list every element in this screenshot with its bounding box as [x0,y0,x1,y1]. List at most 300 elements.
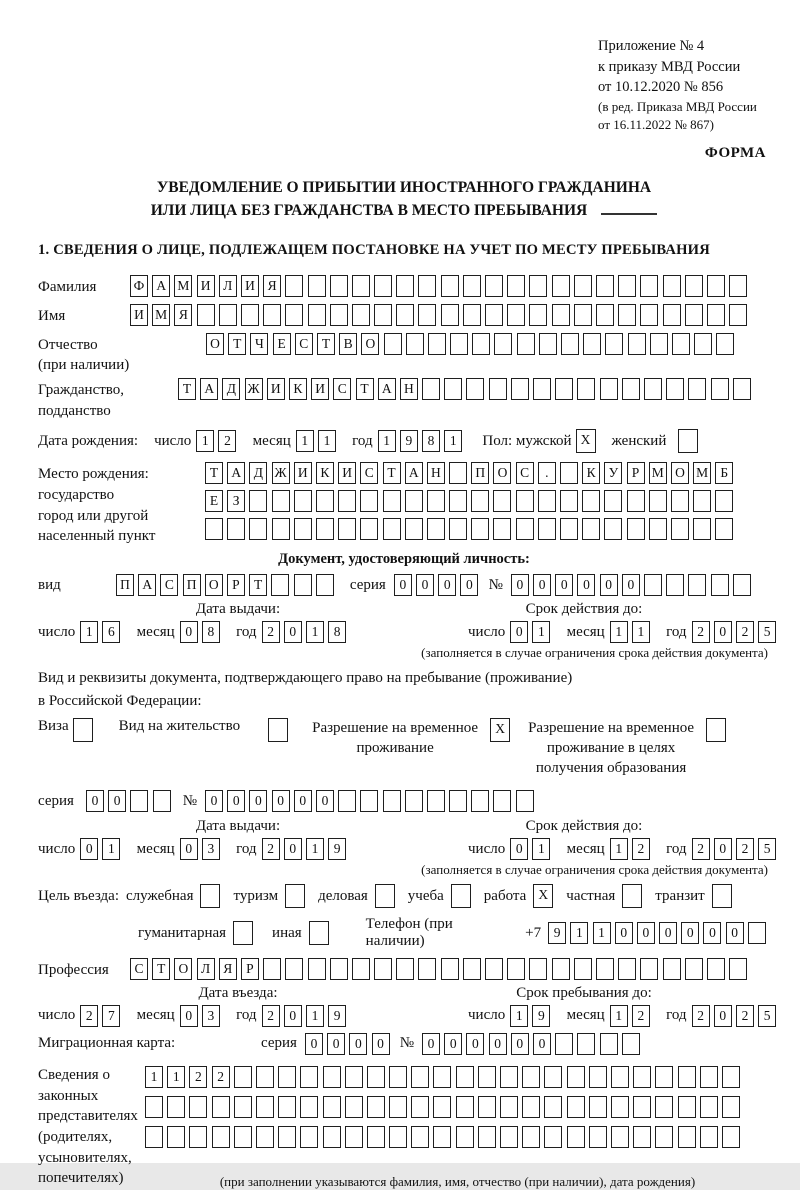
char-cell[interactable] [360,490,378,512]
checkbox-cell[interactable] [285,884,305,908]
char-cell[interactable] [285,304,303,326]
char-cell[interactable] [330,275,348,297]
char-cell[interactable] [145,1096,163,1118]
char-cell[interactable]: 1 [610,621,628,643]
char-cell[interactable] [294,490,312,512]
char-cell[interactable] [574,275,592,297]
checkbox-cell[interactable] [451,884,471,908]
char-cell[interactable]: Т [152,958,170,980]
char-cell[interactable] [330,958,348,980]
char-cell[interactable]: 0 [327,1033,345,1055]
char-cell[interactable] [427,490,445,512]
char-cell[interactable]: 1 [306,1005,324,1027]
char-cell[interactable]: З [227,490,245,512]
char-cell[interactable] [456,1096,474,1118]
char-cell[interactable]: 0 [294,790,312,812]
char-cell[interactable] [722,1066,740,1088]
char-cell[interactable]: 3 [202,1005,220,1027]
char-cell[interactable] [589,1096,607,1118]
char-cell[interactable]: 9 [328,1005,346,1027]
char-cell[interactable]: А [405,462,423,484]
char-cell[interactable]: М [174,275,192,297]
char-cell[interactable]: 5 [758,621,776,643]
char-cell[interactable] [256,1126,274,1148]
char-cell[interactable]: М [649,462,667,484]
char-cell[interactable]: Р [227,574,245,596]
char-cell[interactable] [574,304,592,326]
char-cell[interactable] [640,275,658,297]
char-cell[interactable] [441,304,459,326]
char-cell[interactable] [316,574,334,596]
char-cell[interactable]: П [183,574,201,596]
char-cell[interactable] [323,1066,341,1088]
char-cell[interactable]: 1 [306,838,324,860]
char-cell[interactable]: 1 [632,621,650,643]
char-cell[interactable]: Н [400,378,418,400]
char-cell[interactable] [441,958,459,980]
char-cell[interactable]: М [693,462,711,484]
char-cell[interactable] [384,333,402,355]
char-cell[interactable] [418,275,436,297]
char-cell[interactable] [685,304,703,326]
char-cell[interactable] [655,1066,673,1088]
checkbox-cell[interactable]: X [533,884,553,908]
char-cell[interactable] [316,518,334,540]
char-cell[interactable] [411,1096,429,1118]
char-cell[interactable] [374,304,392,326]
char-cell[interactable] [544,1126,562,1148]
char-cell[interactable]: О [174,958,192,980]
char-cell[interactable]: Я [263,275,281,297]
char-cell[interactable]: У [604,462,622,484]
char-cell[interactable] [285,275,303,297]
char-cell[interactable] [688,574,706,596]
char-cell[interactable] [678,1126,696,1148]
char-cell[interactable]: 0 [622,574,640,596]
char-cell[interactable] [516,518,534,540]
char-cell[interactable]: 2 [262,838,280,860]
char-cell[interactable] [441,275,459,297]
char-cell[interactable] [352,958,370,980]
char-cell[interactable] [574,958,592,980]
char-cell[interactable] [478,1066,496,1088]
char-cell[interactable] [628,333,646,355]
char-cell[interactable]: С [360,462,378,484]
char-cell[interactable] [671,490,689,512]
char-cell[interactable]: 0 [86,790,104,812]
char-cell[interactable] [472,333,490,355]
char-cell[interactable] [700,1066,718,1088]
char-cell[interactable] [666,378,684,400]
char-cell[interactable]: 1 [145,1066,163,1088]
char-cell[interactable] [316,490,334,512]
char-cell[interactable] [300,1066,318,1088]
char-cell[interactable] [582,518,600,540]
char-cell[interactable]: 0 [510,838,528,860]
char-cell[interactable]: 1 [102,838,120,860]
char-cell[interactable] [411,1066,429,1088]
char-cell[interactable] [600,378,618,400]
char-cell[interactable] [694,333,712,355]
char-cell[interactable] [560,518,578,540]
char-cell[interactable] [427,518,445,540]
char-cell[interactable]: 0 [615,922,633,944]
char-cell[interactable]: 0 [714,1005,732,1027]
char-cell[interactable]: 2 [632,1005,650,1027]
char-cell[interactable] [577,378,595,400]
char-cell[interactable] [352,304,370,326]
checkbox-cell[interactable] [622,884,642,908]
char-cell[interactable] [655,1096,673,1118]
char-cell[interactable]: А [138,574,156,596]
char-cell[interactable] [463,304,481,326]
char-cell[interactable]: Т [317,333,335,355]
char-cell[interactable]: 0 [600,574,618,596]
char-cell[interactable]: Т [383,462,401,484]
char-cell[interactable] [433,1126,451,1148]
char-cell[interactable] [449,490,467,512]
char-cell[interactable]: 1 [593,922,611,944]
char-cell[interactable]: 3 [202,838,220,860]
char-cell[interactable]: П [116,574,134,596]
char-cell[interactable]: 0 [108,790,126,812]
char-cell[interactable] [493,518,511,540]
char-cell[interactable] [685,958,703,980]
char-cell[interactable]: 1 [167,1066,185,1088]
char-cell[interactable] [666,574,684,596]
char-cell[interactable] [611,1066,629,1088]
char-cell[interactable]: С [130,958,148,980]
char-cell[interactable] [649,490,667,512]
char-cell[interactable] [604,490,622,512]
char-cell[interactable] [627,518,645,540]
char-cell[interactable]: 0 [444,1033,462,1055]
char-cell[interactable]: 2 [212,1066,230,1088]
char-cell[interactable] [716,333,734,355]
char-cell[interactable] [345,1126,363,1148]
char-cell[interactable]: 1 [570,922,588,944]
char-cell[interactable] [383,490,401,512]
char-cell[interactable]: Д [222,378,240,400]
char-cell[interactable] [406,333,424,355]
char-cell[interactable] [544,1096,562,1118]
char-cell[interactable] [463,275,481,297]
char-cell[interactable] [153,790,171,812]
char-cell[interactable] [444,378,462,400]
char-cell[interactable]: 0 [284,838,302,860]
char-cell[interactable] [471,518,489,540]
char-cell[interactable] [507,275,525,297]
char-cell[interactable] [433,1066,451,1088]
char-cell[interactable]: И [311,378,329,400]
char-cell[interactable] [456,1126,474,1148]
char-cell[interactable] [360,518,378,540]
char-cell[interactable] [405,490,423,512]
char-cell[interactable] [516,490,534,512]
char-cell[interactable] [189,1126,207,1148]
char-cell[interactable] [405,790,423,812]
char-cell[interactable]: К [289,378,307,400]
char-cell[interactable]: 0 [511,574,529,596]
char-cell[interactable] [197,304,215,326]
char-cell[interactable] [263,958,281,980]
char-cell[interactable] [722,1096,740,1118]
char-cell[interactable] [234,1126,252,1148]
char-cell[interactable] [672,333,690,355]
char-cell[interactable] [272,518,290,540]
char-cell[interactable] [500,1126,518,1148]
char-cell[interactable]: 1 [444,430,462,452]
char-cell[interactable] [367,1066,385,1088]
char-cell[interactable]: И [294,462,312,484]
char-cell[interactable]: 2 [632,838,650,860]
char-cell[interactable] [611,1126,629,1148]
char-cell[interactable] [205,518,223,540]
char-cell[interactable]: 2 [692,621,710,643]
char-cell[interactable] [711,378,729,400]
char-cell[interactable] [463,958,481,980]
char-cell[interactable] [338,490,356,512]
char-cell[interactable] [611,1096,629,1118]
char-cell[interactable]: 0 [489,1033,507,1055]
char-cell[interactable]: 0 [249,790,267,812]
checkbox-cell[interactable] [268,718,288,742]
char-cell[interactable]: 0 [272,790,290,812]
char-cell[interactable]: 0 [681,922,699,944]
char-cell[interactable]: А [378,378,396,400]
char-cell[interactable]: С [295,333,313,355]
char-cell[interactable] [308,958,326,980]
char-cell[interactable]: 1 [610,1005,628,1027]
char-cell[interactable] [374,275,392,297]
char-cell[interactable]: 2 [692,838,710,860]
char-cell[interactable] [405,518,423,540]
char-cell[interactable] [748,922,766,944]
char-cell[interactable] [733,378,751,400]
char-cell[interactable] [493,490,511,512]
char-cell[interactable]: 2 [262,621,280,643]
char-cell[interactable]: 9 [328,838,346,860]
char-cell[interactable]: 0 [372,1033,390,1055]
char-cell[interactable] [688,378,706,400]
char-cell[interactable] [522,1066,540,1088]
char-cell[interactable] [249,490,267,512]
char-cell[interactable]: 0 [510,621,528,643]
char-cell[interactable]: О [206,333,224,355]
char-cell[interactable] [449,518,467,540]
char-cell[interactable] [522,1096,540,1118]
char-cell[interactable]: 0 [284,621,302,643]
char-cell[interactable] [367,1096,385,1118]
char-cell[interactable]: 0 [511,1033,529,1055]
char-cell[interactable]: 2 [736,1005,754,1027]
char-cell[interactable] [560,462,578,484]
char-cell[interactable]: 0 [422,1033,440,1055]
char-cell[interactable] [272,490,290,512]
char-cell[interactable] [633,1126,651,1148]
char-cell[interactable] [338,790,356,812]
char-cell[interactable]: 1 [80,621,98,643]
char-cell[interactable] [389,1126,407,1148]
char-cell[interactable] [538,490,556,512]
char-cell[interactable]: С [333,378,351,400]
char-cell[interactable]: Т [178,378,196,400]
char-cell[interactable]: 0 [726,922,744,944]
char-cell[interactable] [418,304,436,326]
char-cell[interactable] [449,462,467,484]
char-cell[interactable] [300,1096,318,1118]
char-cell[interactable] [567,1066,585,1088]
char-cell[interactable] [256,1066,274,1088]
char-cell[interactable] [494,333,512,355]
char-cell[interactable] [507,304,525,326]
char-cell[interactable] [644,378,662,400]
char-cell[interactable] [478,1126,496,1148]
char-cell[interactable] [522,1126,540,1148]
char-cell[interactable]: 2 [262,1005,280,1027]
char-cell[interactable] [640,304,658,326]
char-cell[interactable] [589,1066,607,1088]
char-cell[interactable]: 2 [189,1066,207,1088]
char-cell[interactable] [618,958,636,980]
char-cell[interactable] [516,790,534,812]
char-cell[interactable]: Ф [130,275,148,297]
char-cell[interactable] [729,275,747,297]
char-cell[interactable] [234,1066,252,1088]
char-cell[interactable] [707,958,725,980]
char-cell[interactable]: 1 [532,838,550,860]
char-cell[interactable] [411,1126,429,1148]
char-cell[interactable]: 0 [316,790,334,812]
char-cell[interactable] [330,304,348,326]
checkbox-cell[interactable] [375,884,395,908]
char-cell[interactable] [493,790,511,812]
char-cell[interactable] [396,275,414,297]
char-cell[interactable] [219,304,237,326]
char-cell[interactable]: 0 [714,838,732,860]
char-cell[interactable] [715,490,733,512]
char-cell[interactable] [561,333,579,355]
char-cell[interactable] [649,518,667,540]
char-cell[interactable] [285,958,303,980]
char-cell[interactable] [345,1096,363,1118]
char-cell[interactable]: 2 [80,1005,98,1027]
char-cell[interactable]: А [152,275,170,297]
char-cell[interactable] [618,275,636,297]
char-cell[interactable] [500,1096,518,1118]
char-cell[interactable]: 0 [394,574,412,596]
char-cell[interactable] [567,1096,585,1118]
char-cell[interactable]: О [361,333,379,355]
char-cell[interactable] [582,490,600,512]
char-cell[interactable] [389,1066,407,1088]
char-cell[interactable]: 0 [703,922,721,944]
char-cell[interactable] [278,1126,296,1148]
char-cell[interactable] [130,790,148,812]
char-cell[interactable] [715,518,733,540]
char-cell[interactable] [685,275,703,297]
char-cell[interactable] [644,574,662,596]
char-cell[interactable]: Д [249,462,267,484]
char-cell[interactable] [663,304,681,326]
char-cell[interactable]: Т [205,462,223,484]
char-cell[interactable]: К [582,462,600,484]
char-cell[interactable] [707,275,725,297]
char-cell[interactable]: М [152,304,170,326]
char-cell[interactable]: 1 [196,430,214,452]
char-cell[interactable] [428,333,446,355]
char-cell[interactable] [383,790,401,812]
checkbox-cell[interactable] [678,429,698,453]
char-cell[interactable] [352,275,370,297]
char-cell[interactable] [640,958,658,980]
char-cell[interactable]: 8 [328,621,346,643]
char-cell[interactable]: А [200,378,218,400]
char-cell[interactable] [449,790,467,812]
checkbox-cell[interactable] [309,921,329,945]
char-cell[interactable] [256,1096,274,1118]
char-cell[interactable]: 0 [180,1005,198,1027]
char-cell[interactable] [663,958,681,980]
char-cell[interactable] [583,333,601,355]
char-cell[interactable] [596,275,614,297]
char-cell[interactable]: Ч [250,333,268,355]
char-cell[interactable] [189,1096,207,1118]
char-cell[interactable] [589,1126,607,1148]
char-cell[interactable] [466,378,484,400]
char-cell[interactable] [693,518,711,540]
char-cell[interactable] [489,378,507,400]
char-cell[interactable] [227,518,245,540]
char-cell[interactable]: 0 [416,574,434,596]
char-cell[interactable]: 0 [533,1033,551,1055]
char-cell[interactable]: Ж [245,378,263,400]
char-cell[interactable] [383,518,401,540]
char-cell[interactable]: О [205,574,223,596]
char-cell[interactable]: Л [219,275,237,297]
char-cell[interactable]: 0 [659,922,677,944]
char-cell[interactable]: Р [241,958,259,980]
char-cell[interactable]: К [316,462,334,484]
char-cell[interactable] [618,304,636,326]
char-cell[interactable] [456,1066,474,1088]
char-cell[interactable] [278,1096,296,1118]
char-cell[interactable] [596,958,614,980]
char-cell[interactable] [485,275,503,297]
char-cell[interactable]: . [538,462,556,484]
char-cell[interactable]: 5 [758,838,776,860]
char-cell[interactable] [533,378,551,400]
char-cell[interactable] [427,790,445,812]
char-cell[interactable] [596,304,614,326]
char-cell[interactable] [263,304,281,326]
char-cell[interactable]: Ж [272,462,290,484]
char-cell[interactable] [374,958,392,980]
char-cell[interactable]: С [160,574,178,596]
char-cell[interactable]: 0 [180,838,198,860]
char-cell[interactable]: 2 [218,430,236,452]
char-cell[interactable] [529,304,547,326]
char-cell[interactable]: 9 [400,430,418,452]
checkbox-cell[interactable]: X [576,429,596,453]
char-cell[interactable]: 8 [202,621,220,643]
char-cell[interactable] [471,490,489,512]
char-cell[interactable] [478,1096,496,1118]
char-cell[interactable]: 0 [555,574,573,596]
char-cell[interactable] [711,574,729,596]
char-cell[interactable] [633,1066,651,1088]
char-cell[interactable] [278,1066,296,1088]
